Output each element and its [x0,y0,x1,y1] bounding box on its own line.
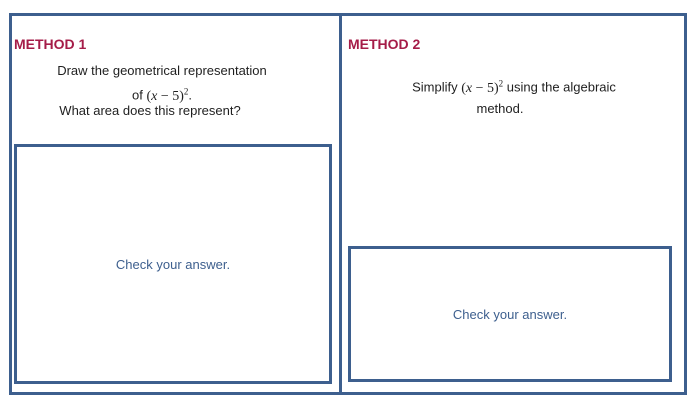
method-2-prompt-suffix: using the algebraic [503,79,616,95]
expression-variable: x [465,80,473,96]
method-2-title: METHOD 2 [348,36,421,52]
method-1-check-answer[interactable]: Check your answer. [115,256,231,272]
method-2-prompt-line-1 [350,74,678,98]
method-1-prompt-line-3: What area does this represent? [59,103,241,118]
expression-open-paren: ( [461,80,466,96]
expression-variable: x [151,88,158,104]
method-1-answer-box[interactable] [14,144,332,384]
expression-operator: − [472,80,487,96]
method-1-title: METHOD 1 [14,36,87,52]
expression-x-minus-5-squared [461,78,504,96]
expression-exponent: 2 [498,78,504,88]
expression-exponent: 2 [183,86,189,96]
method-2-prompt-prefix: Simplify [412,79,462,95]
expression-operator: − [157,88,173,104]
method-1-prompt-suffix: . [188,87,193,103]
method-2-prompt-line-2: method. [476,101,524,116]
method-2-answer-box[interactable] [348,246,672,382]
column-divider [339,13,342,395]
expression-constant: 5 [487,80,494,96]
method-1-prompt-prefix: of [131,87,147,103]
expression-constant: 5 [172,88,180,104]
expression-close-paren: ) [179,88,184,104]
method-2-check-answer[interactable]: Check your answer. [452,306,568,322]
expression-open-paren: ( [146,88,152,104]
expression-close-paren: ) [494,80,499,96]
method-1-prompt-line-1: Draw the geometrical representation [57,63,267,78]
